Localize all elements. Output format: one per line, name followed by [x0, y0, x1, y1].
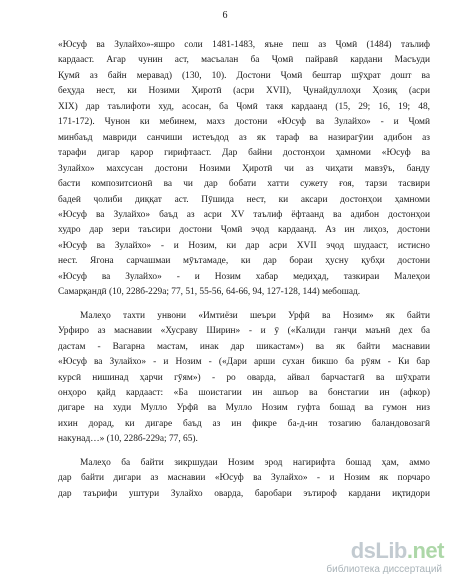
text-line: курсӣ нишинад ҳарчи гӯям») - ро оварда, айвал барчастагӣ ва шӯҳрати — [58, 372, 430, 383]
text-line: «Юсуф ва Зулайхо» - и Нозим - («Дари арши сухан бикшо ба рӯям - Ки бар — [58, 357, 430, 368]
text-line: ихин дорад, ки дигаре баъд аз ин фикре ба-д-ин тозагию баландовозагӣ — [58, 418, 430, 429]
text-line: онҳоро қайд кардааст: «Ба шоистагии ин ашъор ва бонстагии ин (афкор) — [58, 387, 430, 398]
text-line: «Юсуф ва Зулайхо» - и Нозим, ки дар асри XVII эҷод шудааст, истисно — [58, 240, 430, 251]
text-line: бадеӣ ҷолиби диққат аст. Пӯшида нест, ки аксари достонҳои ҳамноми — [58, 194, 430, 205]
text-line: дар таърифи уштури Зулайхо оварда, баробари эътироф кардани иқтидори — [58, 488, 430, 499]
paragraph-gap — [58, 448, 430, 456]
text-line: Самарқандӣ (10, 228б-229а; 77, 51, 55-56, 64-66, 94, 127-128, 144) мебошад. — [58, 287, 361, 298]
text-line: накунад…» (10, 228б-229а; 77, 65). — [58, 434, 198, 445]
text-line: худро дар зери таъсири достони Ҷомӣ эҷод кардаанд. Аз ин лиҳоз, достони — [58, 225, 430, 236]
dslib-logo — [351, 538, 444, 564]
text-line: дигаре на худи Мулло Урфӣ ва Мулло Нозим гуфта бошад ва гумон низ — [58, 403, 430, 414]
text-line: 171-172). Чунон ки мебинем, махз достони «Юсуф ва Зулайхо» - и Ҷомӣ — [58, 117, 430, 128]
text-line: дастам - Вагарна мастам, инак дар шикастам») ва як байти маснавии — [58, 341, 430, 352]
text-line: минбаъд мавриди санчиши истеъдод аз як тараф ва назирагӯии адибон аз — [58, 132, 430, 143]
text-line: тарафи дигар қарор гирифтааст. Дар байни достонҳои ҳамноми «Юсуф ва — [58, 148, 430, 159]
body-text — [58, 38, 430, 502]
text-line: нест. Ягона сарчашмаи мӯътамаде, ки дар бораи ҳусну қубҳи достони — [58, 256, 430, 267]
text-line: Зулайхо» махсусан достони Нозими Ҳиротӣ чи аз чиҳати мавзӯъ, банду — [58, 163, 430, 174]
text-line: дар байти дигари аз маснавии «Юсуф ва Зулайхо» - и Нозим як порчаро — [58, 473, 430, 484]
text-line: XIX) дар таълифоти худ, асосан, ба Ҷомӣ такя кардаанд (15, 29; 16, 19; 48, — [58, 101, 430, 112]
text-line: Малеҳо ба байти зикршудаи Нозим эрод нагирифта бошад ҳам, аммо — [80, 457, 430, 468]
text-line: «Юсуф ва Зулайхо» - и Нозим хабар медиҳад, тазкираи Малеҳои — [58, 271, 430, 282]
text-line: кардааст. Агар чунин аст, масъалан ба Ҷомӣ пайравӣ кардани Масъуди — [58, 55, 430, 66]
text-line: Қумӣ аз байн меравад) (130, 10). Достони Ҷомӣ бештар шӯҳрат дошт ва — [58, 70, 430, 81]
text-line: «Юсуф ва Зулайхо» баъд аз асри XV таълиф ёфтаанд ва адибон достонҳои — [58, 209, 430, 220]
text-line: Малеҳо тахти унвони «Имтиёзи шеъри Урфӣ ва Нозим» як байти — [80, 310, 430, 321]
text-line: «Юсуф ва Зулайхо»-яшро соли 1481-1483, яъне пеш аз Ҷомӣ (1484) таълиф — [58, 40, 430, 50]
text-line: басти композитсионӣ ва чи дар бобати хатти сужету ғоя, тарзи тасвири — [58, 179, 430, 190]
text-line: Урфиро аз маснавии «Хусраву Ширин» - и ӯ («Калиди ганҷи маънӣ дех ба — [58, 326, 430, 337]
text-line: беҳуда нест, ки Нозими Ҳиротӣ (асри XVII), Ҷунайдуллоҳи Ҳозиқ (асри — [58, 86, 430, 97]
logo-main-text: dsLib — [350, 538, 407, 563]
paragraph-gap — [58, 301, 430, 309]
logo-accent-text: .net — [406, 538, 444, 563]
watermark-logo — [294, 538, 444, 578]
page-number: 6 — [222, 10, 228, 21]
watermark-tagline: библиотека диссертаций — [326, 564, 442, 575]
